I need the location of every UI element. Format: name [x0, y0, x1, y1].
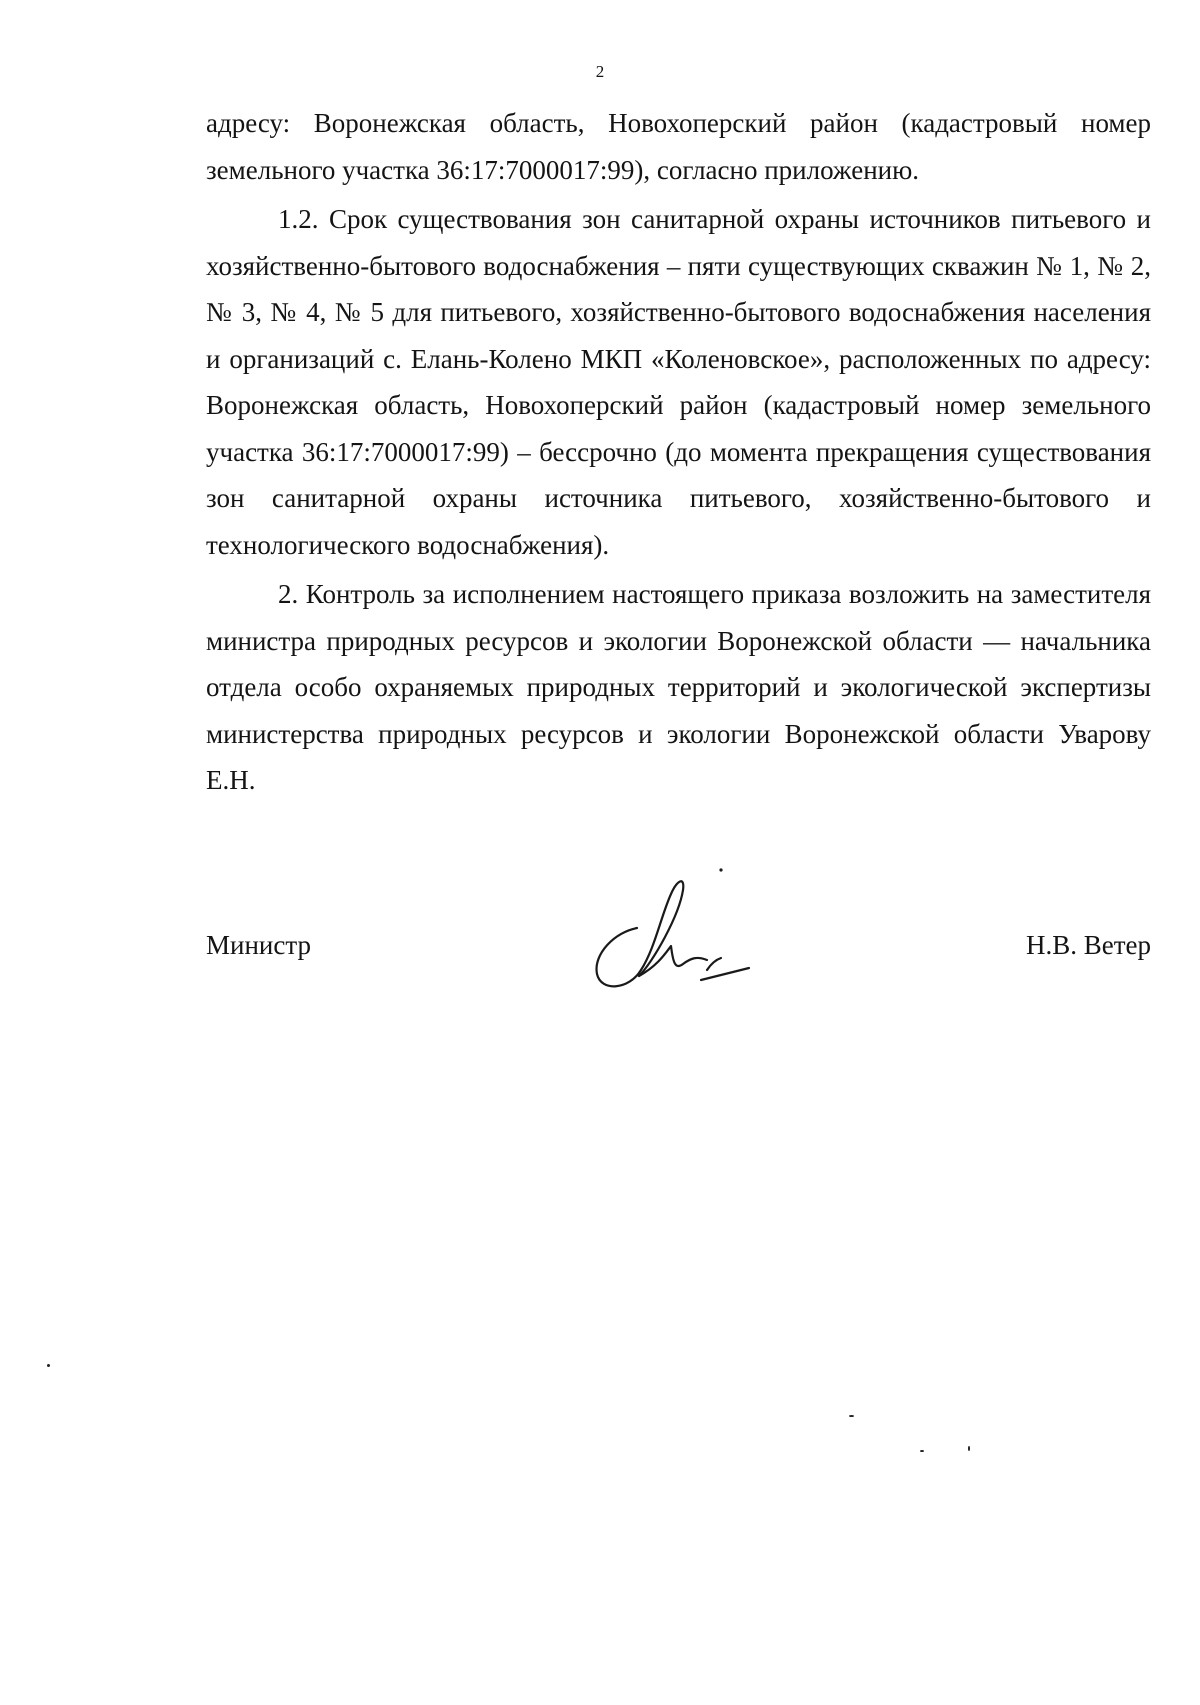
handwritten-signature — [585, 866, 755, 996]
paragraph-1-2: 1.2. Срок существования зон санитарной охраны источников питьевого и хозяйственно-бытового водоснабжения – пяти существующих скважин № 1, № 2, № 3, № 4, № 5 для питьевого, хозяйственно-бытового водоснабжения населения и организаций с. Елань-Колено МКП «Коленовское», расположенных по адресу: Воронежская область, Новохоперский район (кадастровый номер земельного участка 36:17:7000017:99) – бессрочно (до момента прекращения существования зон санитарной охраны источника питьевого, хозяйственно-бытового и технологического водоснабжения). — [206, 204, 1151, 560]
paragraph-continuation: адресу: Воронежская область, Новохоперский район (кадастровый номер земельного участка 36:17:7000017:99), согласно приложению. — [206, 108, 1151, 185]
scan-speck — [47, 1364, 50, 1367]
scan-speck — [849, 1415, 854, 1417]
page-number: 2 — [595, 62, 605, 81]
paragraph-2: 2. Контроль за исполнением настоящего приказа возложить на заместителя министра природных ресурсов и экологии Воронежской области — начальника отдела особо охраняемых природных территорий и экологической экспертизы министерства природных ресурсов и экологии Воронежской области Уварову Е.Н. — [206, 579, 1151, 795]
body-text — [206, 100, 1151, 807]
signer-title: Министр — [206, 930, 311, 960]
signer-name: Н.В. Ветер — [1025, 930, 1151, 960]
scan-speck — [968, 1446, 970, 1451]
scan-speck — [920, 1450, 924, 1452]
